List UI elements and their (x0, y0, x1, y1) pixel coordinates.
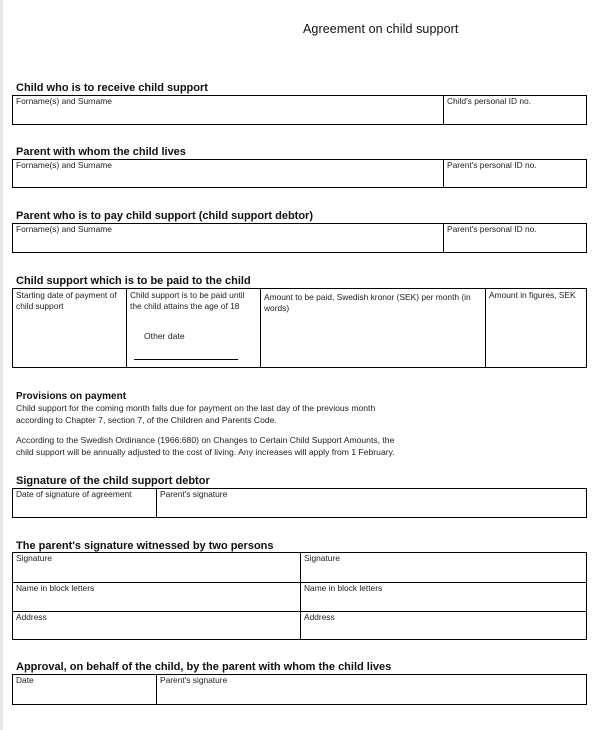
parent-pays-name-label: Forname(s) and Surname (16, 224, 112, 234)
approval-date-label: Date (16, 675, 34, 685)
witnesses-box (12, 552, 587, 640)
amount-words-label: Amount to be paid, Swedish kronor (SEK) per month (in words) (264, 292, 471, 313)
approval-date-field[interactable] (13, 675, 156, 704)
parent-lives-id-label: Parent's personal ID no. (447, 160, 537, 170)
witness-1-signature-label: Signature (16, 553, 52, 563)
approval-heading: Approval, on behalf of the child, by the parent with whom the child lives (16, 661, 392, 673)
witness-2-signature-field[interactable] (300, 553, 586, 582)
witness-2-address-label: Address (304, 612, 335, 622)
amount-figures-field[interactable] (485, 289, 586, 367)
approval-signature-label: Parent's signature (160, 675, 228, 685)
parent-lives-name-field[interactable] (13, 160, 443, 187)
parent-pays-name-field[interactable] (13, 224, 443, 252)
witness-signature-row (13, 553, 586, 582)
support-box (12, 288, 587, 368)
approval-box (12, 674, 587, 705)
witness-name-row (13, 582, 586, 611)
child-section-heading: Child who is to receive child support (16, 82, 208, 94)
other-date-line[interactable] (134, 359, 238, 360)
witness-1-address-label: Address (16, 612, 47, 622)
provisions-paragraph-1: Child support for the coming month falls due for payment on the last day of the previous month according to Chapter 7, section 7, of the Children and Parents Code. (16, 403, 376, 425)
child-id-label: Child's personal ID no. (447, 96, 531, 106)
witnesses-heading: The parent's signature witnessed by two persons (16, 540, 274, 552)
amount-words-field[interactable] (260, 289, 485, 367)
witness-1-name-label: Name in block letters (16, 583, 95, 593)
provisions-heading: Provisions on payment (16, 391, 127, 402)
witness-2-name-field[interactable] (300, 583, 586, 611)
agreement-date-field[interactable] (13, 489, 156, 517)
parent-lives-name-label: Forname(s) and Surname (16, 160, 112, 170)
witness-1-name-field[interactable] (13, 583, 300, 611)
child-name-field[interactable] (13, 96, 443, 124)
debtor-signature-heading: Signature of the child support debtor (16, 475, 210, 487)
witness-2-signature-label: Signature (304, 553, 340, 563)
agreement-date-label: Date of signature of agreement (16, 489, 132, 499)
support-heading: Child support which is to be paid to the child (16, 275, 251, 287)
parent-pays-id-label: Parent's personal ID no. (447, 224, 537, 234)
parent-lives-heading: Parent with whom the child lives (16, 146, 186, 158)
child-id-field[interactable] (443, 96, 586, 124)
witness-address-row (13, 611, 586, 639)
debtor-signature-box (12, 488, 587, 518)
other-date-label: Other date (144, 331, 185, 341)
page-edge (0, 0, 3, 730)
witness-1-address-field[interactable] (13, 612, 300, 639)
parent-lives-box (12, 159, 587, 188)
witness-2-name-label: Name in block letters (304, 583, 383, 593)
parent-pays-heading: Parent who is to pay child support (child support debtor) (16, 210, 314, 222)
debtor-signature-field[interactable] (156, 489, 586, 517)
amount-figures-label: Amount in figures, SEK (489, 290, 576, 300)
age-label: Child support is to be paid until the child attains the age of 18 (130, 290, 245, 311)
start-date-field[interactable] (13, 289, 126, 367)
approval-signature-field[interactable] (156, 675, 586, 704)
debtor-signature-label: Parent's signature (160, 489, 228, 499)
parent-pays-box (12, 223, 587, 253)
child-box (12, 95, 587, 125)
document-title: Agreement on child support (303, 22, 459, 36)
child-name-label: Forname(s) and Surname (16, 96, 112, 106)
parent-pays-id-field[interactable] (443, 224, 586, 252)
start-date-label: Starting date of payment of child support (16, 290, 117, 311)
witness-2-address-field[interactable] (300, 612, 586, 639)
provisions-paragraph-2: According to the Swedish Ordinance (1966:680) on Changes to Certain Child Support Amounts, the child support will be annually adjusted to the cost of living. Any increases will apply from 1 February. (16, 435, 395, 457)
witness-1-signature-field[interactable] (13, 553, 300, 582)
age-field[interactable] (126, 289, 260, 367)
parent-lives-id-field[interactable] (443, 160, 586, 187)
